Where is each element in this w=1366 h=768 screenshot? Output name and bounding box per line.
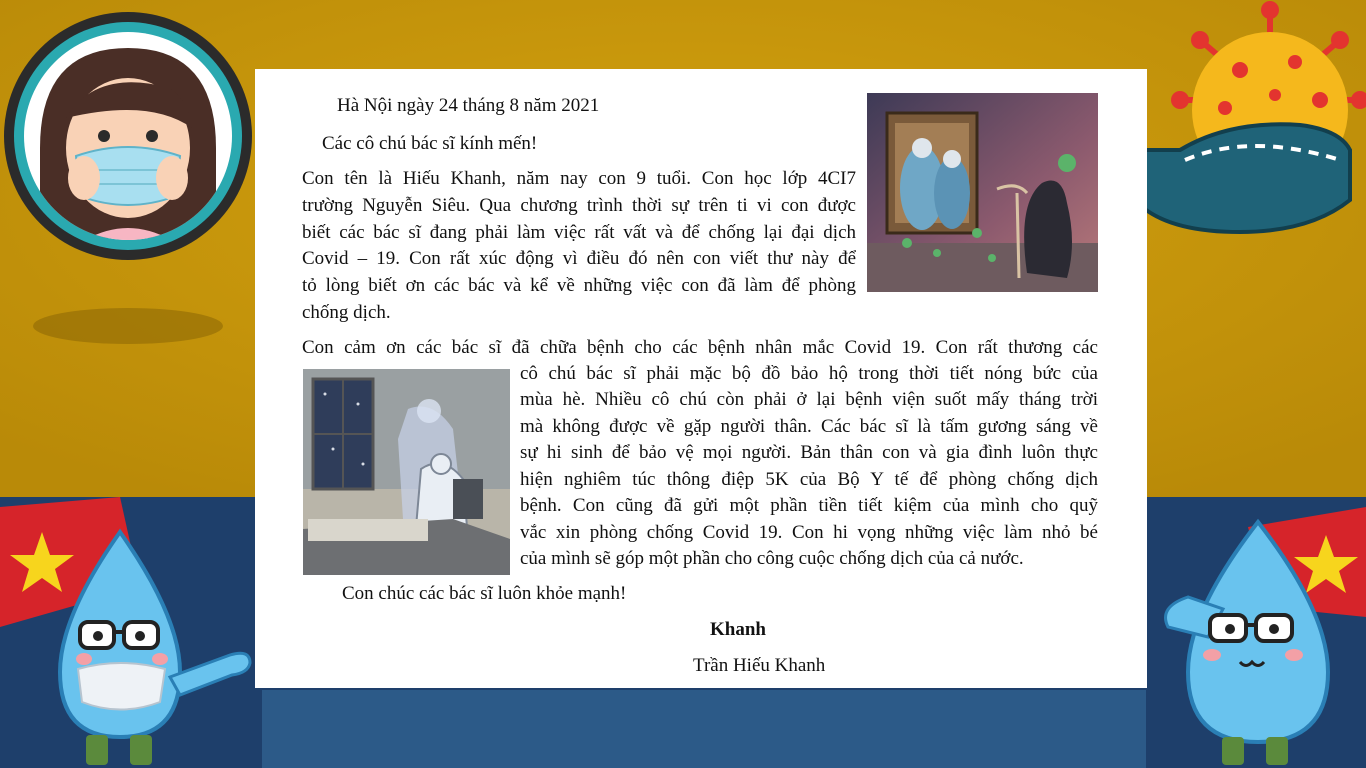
date-line: Hà Nội ngày 24 tháng 8 năm 2021: [337, 95, 600, 116]
para2-line-8: vắc xin phòng chống Covid 19. Con hi vọng những việc làm nhỏ bé: [520, 522, 1098, 543]
water-drop-mascot-pointing-icon: [0, 497, 262, 768]
bottom-band: [262, 690, 1146, 768]
para2-line-1: Con cảm ơn các bác sĩ đã chữa bệnh cho các bệnh nhân mắc Covid 19. Con rất thương các: [302, 337, 1098, 358]
para2-line-5: sự hi sinh để bảo vệ mọi người. Bản thân con và gia đình luôn thực: [520, 442, 1098, 463]
doctor-ghost-illustration: [303, 369, 510, 575]
para1-line-1: Con tên là Hiếu Khanh, năm nay con 9 tuổi. Con học lớp 4CI7: [302, 168, 856, 189]
para2-line-2: cô chú bác sĩ phải mặc bộ đồ bảo hộ trong thời tiết nóng bức của: [520, 363, 1098, 384]
para2-line-9: của mình sẽ góp một phần cho công cuộc chống dịch của cả nước.: [520, 548, 1024, 569]
para1-line-3: biết các bác sĩ đang phải làm việc rất vất và để chống lại đại dịch: [302, 222, 856, 243]
para1-line-6: chống dịch.: [302, 302, 391, 323]
letter-page: [255, 69, 1147, 688]
closing-line: Con chúc các bác sĩ luôn khỏe mạnh!: [342, 583, 627, 604]
para2-line-7: bệnh. Con cũng đã gửi một phần tiền tiết kiệm của mình cho quỹ: [520, 495, 1098, 516]
para2-line-3: mùa hè. Nhiều cô chú còn phải ở lại bệnh viện suốt mấy tháng trời: [520, 389, 1098, 410]
signature: Khanh: [710, 619, 766, 640]
para1-line-4: Covid – 19. Con rất xúc động vì điều đó nên con viết thư này để: [302, 248, 856, 269]
para2-line-6: hiện nghiêm túc thông điệp 5K của Bộ Y tế để phòng chống dịch: [520, 469, 1098, 490]
doctors-holding-door-illustration: [867, 93, 1098, 292]
water-drop-mascot-saluting-icon: [1148, 497, 1366, 768]
full-name: Trần Hiếu Khanh: [693, 655, 826, 676]
para1-line-5: tỏ lòng biết ơn các bác và kể về những việc con đã làm để phòng: [302, 275, 856, 296]
girl-wearing-mask-icon: [0, 8, 260, 348]
greeting: Các cô chú bác sĩ kính mến!: [322, 133, 538, 154]
para2-line-4: mà không được về gặp người thân. Các bác sĩ là tấm gương sáng về: [520, 416, 1098, 437]
para1-line-2: trường Nguyễn Siêu. Qua chương trình thời sự trên ti vi con được: [302, 195, 856, 216]
